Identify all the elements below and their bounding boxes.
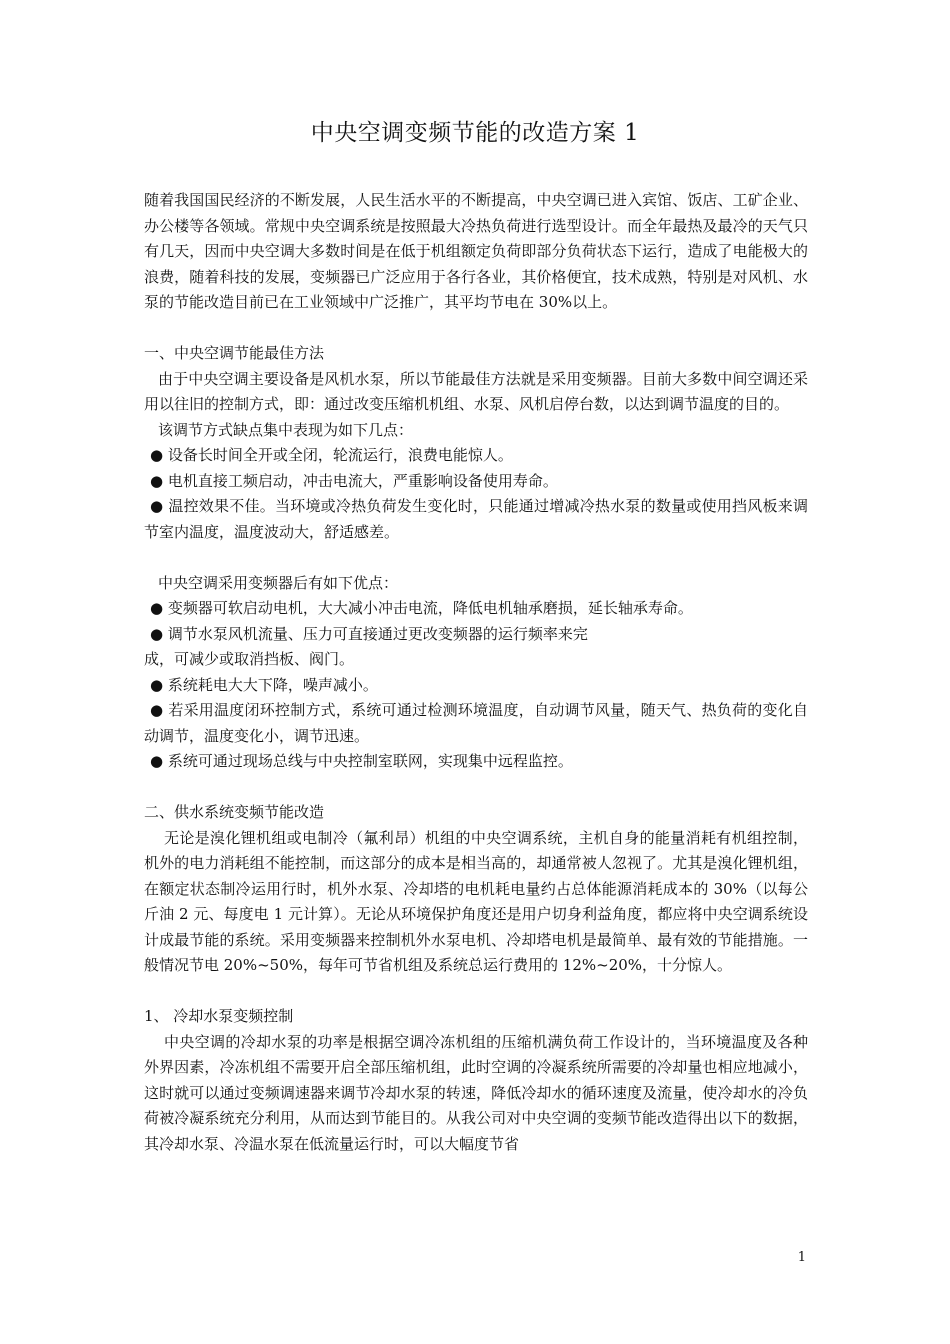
spacer (144, 316, 808, 342)
section-2-heading: 二、供水系统变频节能改造 (144, 803, 325, 821)
page-number: 1 (797, 1250, 806, 1265)
document-body (144, 188, 808, 1157)
advantage-item: ● 若采用温度闭环控制方式，系统可通过检测环境温度，自动调节风量，随天气、热负荷的变化自动调节，温度变化小，调节迅速。 (144, 701, 808, 745)
drawback-item: ● 温控效果不佳。当环境或冷热负荷发生变化时，只能通过增减冷热水泵的数量或使用挡风板来调节室内温度，温度波动大，舒适感差。 (144, 497, 808, 541)
document-title: 中央空调变频节能的改造方案 1 (310, 120, 640, 146)
spacer (144, 545, 808, 571)
section-1-paragraph-1: 由于中央空调主要设备是风机水泵，所以节能最佳方法就是采用变频器。目前大多数中间空调还采用以往旧的控制方式，即：通过改变压缩机机组、水泵、风机启停台数，以达到调节温度的目的。 (144, 369, 808, 413)
drawback-item: ● 电机直接工频启动，冲击电流大，严重影响设备使用寿命。 (150, 471, 558, 490)
section-1-paragraph-3: 中央空调采用变频器后有如下优点： (158, 573, 399, 592)
section-1-paragraph-2: 该调节方式缺点集中表现为如下几点： (158, 420, 414, 439)
advantage-item-continuation: 成，可减少或取消挡板、阀门。 (144, 650, 355, 668)
drawback-item: ● 设备长时间全开或全闭，轮流运行，浪费电能惊人。 (150, 446, 513, 464)
advantage-item: ● 变频器可软启动电机，大大减小冲击电流，降低电机轴承磨损，延长轴承寿命。 (150, 599, 693, 617)
section-2-paragraph: 无论是溴化锂机组或电制冷（氟利昂）机组的中央空调系统，主机自身的能量消耗有机组控制，机外的电力消耗组不能控制，而这部分的成本是相当高的，却通常被人忽视了。尤其是溴化锂机组，在额定状态制冷运用行时，机外水泵、冷却塔的电机耗电量约占总体能源消耗成本的 30%（以每公斤油 2 元、每度电 1 元计算）。无论从环境保护角度还是用户切身利益角度，都应将中央空调系统设计成最节能的系统。采用变频器来控制机外水泵电机、冷却塔电机是最简单、最有效的节能措施。一般情况节电 20%~50%，每年可节省机组及系统总运行费用的 12%~20%，十分惊人。 (144, 828, 808, 974)
section-1-heading: 一、中央空调节能最佳方法 (144, 344, 325, 362)
advantage-item: ● 系统耗电大大下降，噪声减小。 (150, 675, 378, 694)
advantage-item: ● 调节水泵风机流量、压力可直接通过更改变频器的运行频率来完 (150, 624, 588, 643)
spacer (144, 979, 808, 1005)
intro-paragraph: 随着我国国民经济的不断发展，人民生活水平的不断提高，中央空调已进入宾馆、饭店、工矿企业、办公楼等各领域。常规中央空调系统是按照最大冷热负荷进行选型设计。而全年最热及最冷的天气只有几天，因而中央空调大多数时间是在低于机组额定负荷即部分负荷状态下运行，造成了电能极大的浪费，随着科技的发展，变频器已广泛应用于各行各业，其价格便宜，技术成熟，特别是对风机、水泵的节能改造目前已在工业领域中广泛推广，其平均节电在 30%以上。 (144, 191, 808, 311)
advantage-item: ● 系统可通过现场总线与中央控制室联网，实现集中远程监控。 (150, 752, 573, 770)
subsection-1-heading: 1、 冷却水泵变频控制 (144, 1007, 294, 1025)
spacer (144, 775, 808, 801)
subsection-1-paragraph: 中央空调的冷却水泵的功率是根据空调冷冻机组的压缩机满负荷工作设计的，当环境温度及各种外界因素，冷冻机组不需要开启全部压缩机组，此时空调的冷凝系统所需要的冷却量也相应地减小，这时就可以通过变频调速器来调节冷却水泵的转速，降低冷却水的循环速度及流量，使冷却水的冷负荷被冷凝系统充分利用，从而达到节能目的。从我公司对中央空调的变频节能改造得出以下的数据，其冷却水泵、冷温水泵在低流量运行时，可以大幅度节省 (144, 1032, 808, 1153)
